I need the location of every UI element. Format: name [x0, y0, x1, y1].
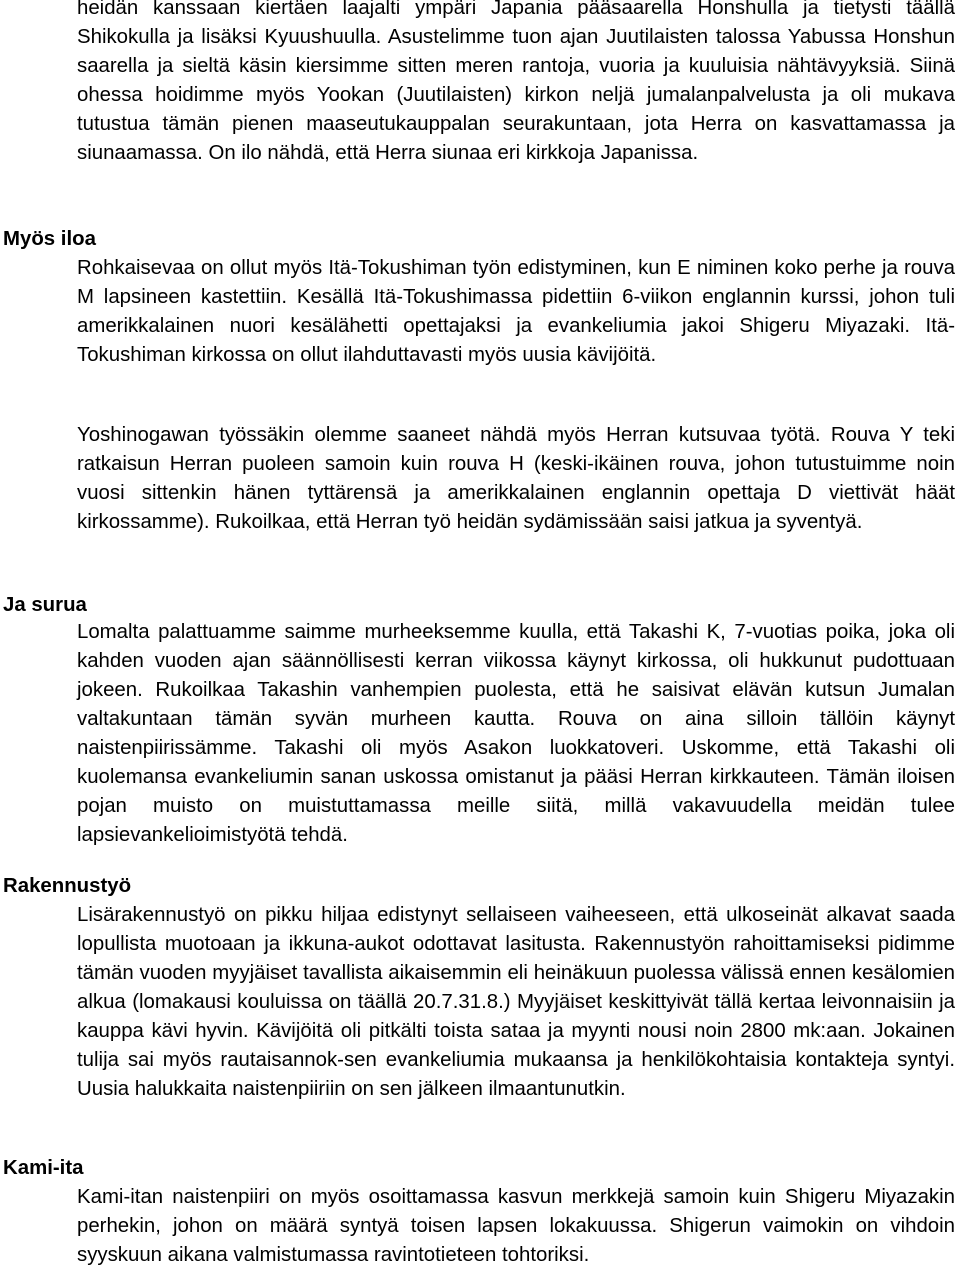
section-heading-kami-ita: Kami-ita [3, 1157, 84, 1179]
intro-paragraph: heidän kanssaan kiertäen laajalti ympäri Japania pääsaarella Honshulla ja tietysti täällä Shikokulla ja lisäksi Kyuushuulla. Asustelimme tuon ajan Juutilaisten talossa Yabussa Honshun saarella ja sieltä käsin kiersimme sitten meren rantoja, vuoria ja kuuluisia nähtävyyksiä. Siinä ohessa hoidimme myös Yookan (Juutilaisten) kirkon neljä jumalanpalvelusta ja oli mukava tutustua tämän pienen maaseutukauppalan seurakuntaan, jota Herra on kasvattamassa ja siunaamassa. On ilo nähdä, että Herra siunaa eri kirkkoja Japanissa. [77, 0, 955, 164]
section-heading-myos-iloa: Myös iloa [3, 228, 96, 250]
section-heading-ja-surua: Ja surua [3, 594, 87, 616]
section-paragraph: Lisärakennustyö on pikku hiljaa edistynyt sellaiseen vaiheeseen, että ulkoseinät alkavat saada lopullista muotoaan ja ikkuna-aukot odottavat lasitusta. Rakennustyön rahoittamiseksi pidimme tämän vuoden myyjäiset tavallista aikaisemmin eli heinäkuun puolessa välissä ennen kesälomien alkua (lomakausi kouluissa on täällä 20.7.31.8.) Myyjäiset keskittyivät tällä kertaa leivonnaisiin ja kauppa kävi hyvin. Kävijöitä oli pitkälti toista sataa ja myynti nousi noin 2800 mk:aan. Jokainen tulija sai myös rautaisannok-sen evankeliumia mukaansa ja henkilökohtaisia kontakteja syntyi. Uusia halukkaita naistenpiiriin on sen jälkeen ilmaantunutkin. [77, 904, 955, 1100]
section-paragraph: Yoshinogawan työssäkin olemme saaneet nähdä myös Herran kutsuvaa työtä. Rouva Y teki ratkaisun Herran puoleen samoin kuin rouva H (keski-ikäinen rouva, johon tutustuimme noin vuosi sittenkin hänen tyttärensä ja amerikkalainen englannin opettaja D viettivät häät kirkossamme). Rukoilkaa, että Herran työ heidän sydämissään saisi jatkua ja syventyä. [77, 424, 955, 533]
section-heading-rakennustyo: Rakennustyö [3, 875, 132, 897]
section-paragraph: Kami-itan naistenpiiri on myös osoittamassa kasvun merkkejä samoin kuin Shigeru Miyazakin perhekin, johon on määrä syntyä toisen lapsen lokakuussa. Shigerun vaimokin on vihdoin syyskuun aikana valmistumassa ravintotieteen tohtoriksi. [77, 1186, 955, 1266]
section-paragraph: Rohkaisevaa on ollut myös Itä-Tokushiman työn edistyminen, kun E niminen koko perhe ja rouva M lapsineen kastettiin. Kesällä Itä-Tokushimassa pidettiin 6-viikon englannin kurssi, johon tuli amerikkalainen nuori kesälähetti opettajaksi ja evankeliumia jakoi Shigeru Miyazaki. Itä-Tokushiman kirkossa on ollut ilahduttavasti myös uusia kävijöitä. [77, 257, 955, 366]
section-paragraph: Lomalta palattuamme saimme murheeksemme kuulla, että Takashi K, 7-vuotias poika, joka oli kahden vuoden ajan säännöllisesti kerran viikossa käynyt kirkossa, oli hukkunut pudottuaan jokeen. Rukoilkaa Takashin vanhempien puolesta, että he saisivat elävän kutsun Jumalan valtakuntaan tämän syvän murheen kautta. Rouva on aina silloin tällöin käynyt naistenpiirissämme. Takashi oli myös Asakon luokkatoveri. Uskomme, että Takashi oli kuolemansa evankeliumin sanan uskossa omistanut ja pääsi Herran kirkkauteen. Tämän iloisen pojan muisto on muistuttamassa meille siitä, millä vakavuudella meidän tulee lapsievankelioimistyötä tehdä. [77, 621, 955, 846]
